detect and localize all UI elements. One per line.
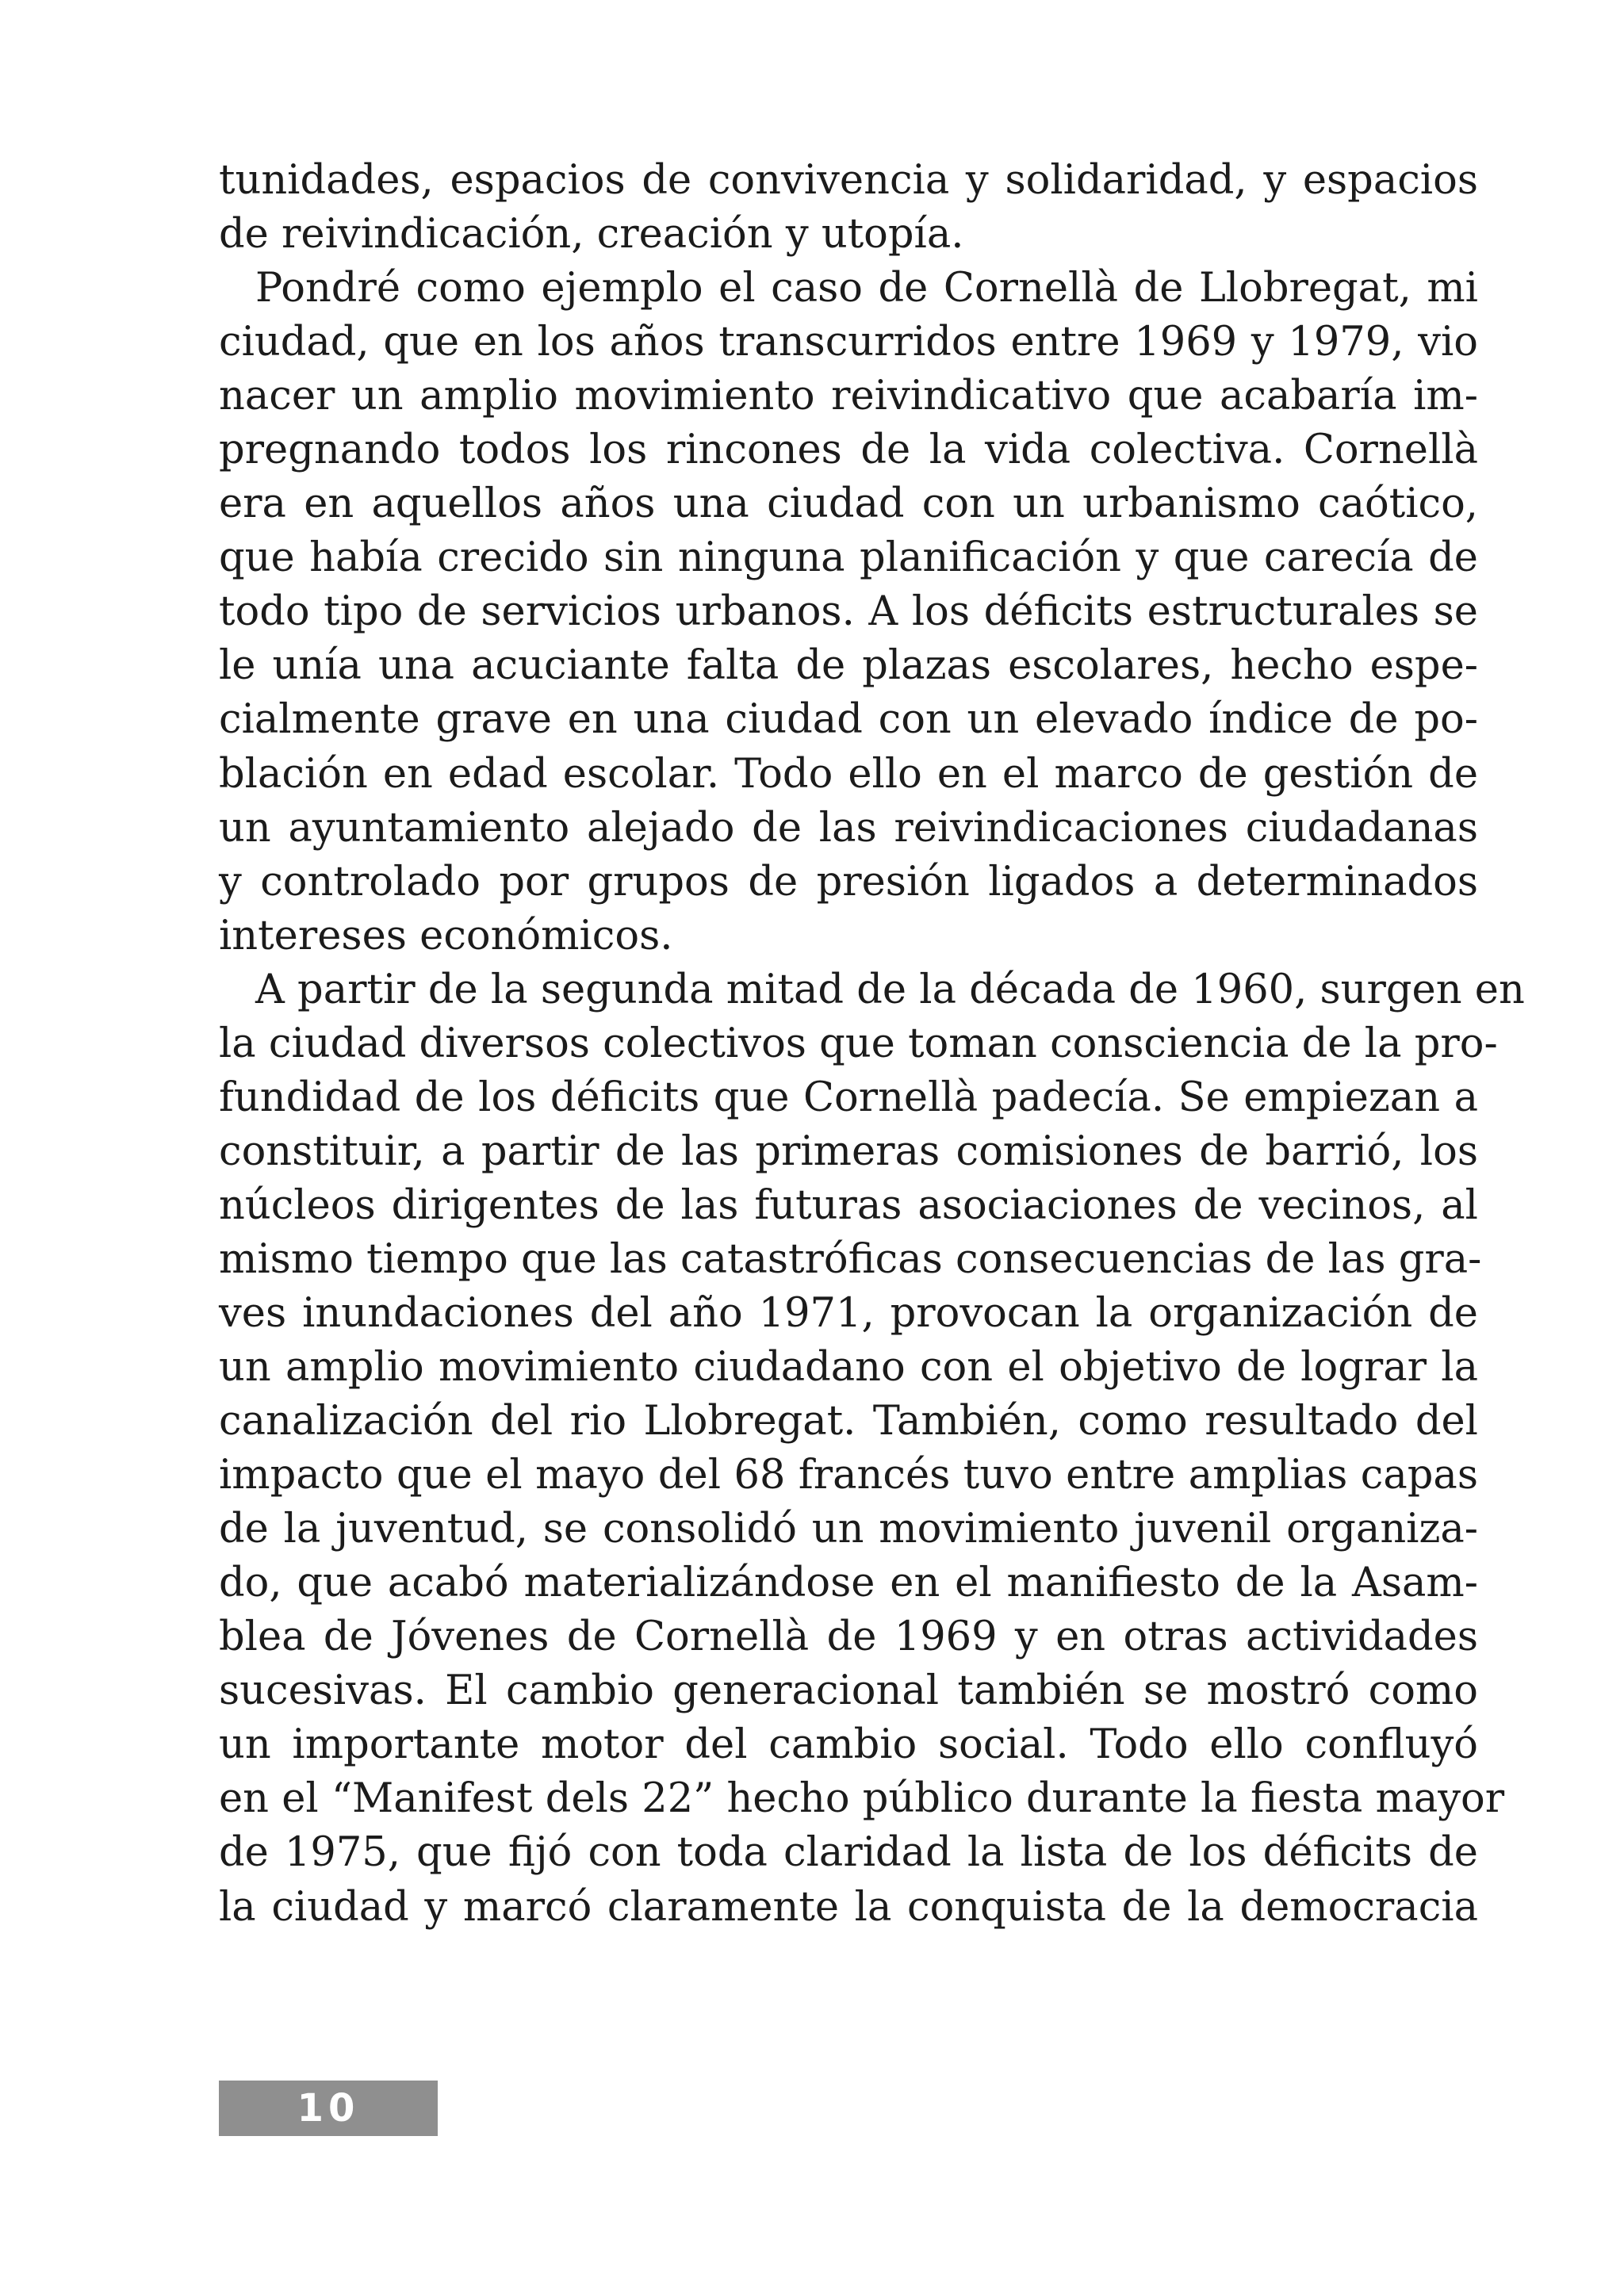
text-line: tunidades, espacios de convivencia y solidaridad, y espacios (219, 157, 1478, 204)
text-line: A partir de la segunda mitad de la década de 1960, surgen en (255, 966, 1525, 1013)
page-number-bar (219, 2081, 438, 2136)
text-line: pregnando todos los rincones de la vida colectiva. Cornellà (219, 427, 1478, 474)
text-line: todo tipo de servicios urbanos. A los déficits estructurales se (219, 588, 1478, 636)
text-line: la ciudad diversos colectivos que toman consciencia de la pro- (219, 1020, 1498, 1067)
text-line: do, que acabó materializándose en el manifiesto de la Asam- (219, 1560, 1478, 1607)
text-line: en el “Manifest dels 22” hecho público durante la fiesta mayor (219, 1775, 1505, 1823)
text-line: ves inundaciones del año 1971, provocan la organización de (219, 1289, 1478, 1337)
text-line: blea de Jóvenes de Cornellà de 1969 y en otras actividades (219, 1614, 1478, 1661)
page-number: 10 (297, 2086, 360, 2130)
text-line: blación en edad escolar. Todo ello en el marco de gestión de (219, 750, 1478, 798)
text-line: un amplio movimiento ciudadano con el objetivo de lograr la (219, 1344, 1478, 1392)
text-line: fundidad de los déficits que Cornellà padecía. Se empiezan a (219, 1074, 1478, 1121)
text-line: mismo tiempo que las catastróficas consecuencias de las gra- (219, 1235, 1482, 1283)
text-line: nacer un amplio movimiento reivindicativo que acabaría im- (219, 373, 1478, 420)
text-line: la ciudad y marcó claramente la conquista de la democracia (219, 1883, 1478, 1931)
text-line: de reivindicación, creación y utopía. (219, 211, 964, 258)
text-line: núcleos dirigentes de las futuras asociaciones de vecinos, al (219, 1181, 1478, 1229)
text-line: canalización del rio Llobregat. También, como resultado del (219, 1398, 1478, 1445)
text-line: le unía una acuciante falta de plazas escolares, hecho espe- (219, 642, 1478, 690)
text-line: que había crecido sin ninguna planificación y que carecía de (219, 534, 1478, 582)
text-line: y controlado por grupos de presión ligados a determinados (219, 858, 1478, 905)
text-line: constituir, a partir de las primeras comisiones de barrió, los (219, 1127, 1478, 1175)
text-line: era en aquellos años una ciudad con un urbanismo caótico, (219, 480, 1478, 528)
text-line: intereses económicos. (219, 912, 673, 959)
text-line: un ayuntamiento alejado de las reivindicaciones ciudadanas (219, 804, 1478, 852)
text-line: de 1975, que fijó con toda claridad la lista de los déficits de (219, 1829, 1478, 1877)
body-text (219, 154, 1525, 1935)
text-line: un importante motor del cambio social. Todo ello confluyó (219, 1721, 1478, 1769)
text-line: ciudad, que en los años transcurridos entre 1969 y 1979, vio (219, 319, 1478, 366)
text-line: Pondré como ejemplo el caso de Cornellà de Llobregat, mi (255, 265, 1478, 312)
text-line: de la juventud, se consolidó un movimiento juvenil organiza- (219, 1506, 1478, 1553)
text-line: cialmente grave en una ciudad con un elevado índice de po- (219, 696, 1478, 744)
text-line: sucesivas. El cambio generacional también se mostró como (219, 1667, 1478, 1715)
text-line: impacto que el mayo del 68 francés tuvo entre amplias capas (219, 1452, 1478, 1499)
